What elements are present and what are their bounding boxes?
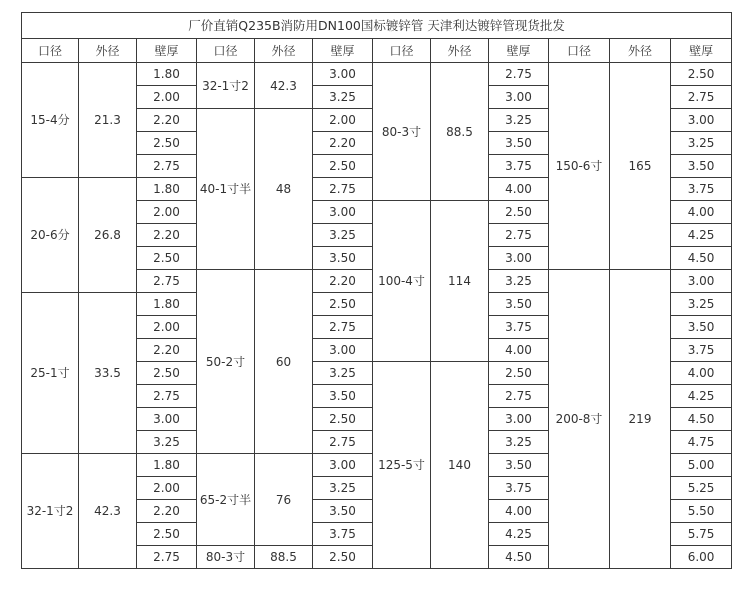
wall-thickness-cell: 2.50	[137, 132, 197, 155]
outer-diameter-cell: 33.5	[79, 293, 137, 454]
outer-diameter-cell: 42.3	[79, 454, 137, 569]
wall-thickness-cell: 2.50	[313, 155, 373, 178]
outer-diameter-cell: 60	[255, 270, 313, 454]
wall-thickness-cell: 5.75	[671, 523, 732, 546]
wall-thickness-cell: 5.00	[671, 454, 732, 477]
wall-thickness-cell: 3.00	[489, 86, 549, 109]
caliber-cell: 15-4分	[22, 63, 79, 178]
caliber-cell: 40-1寸半	[197, 109, 255, 270]
wall-thickness-cell: 2.75	[313, 316, 373, 339]
outer-diameter-cell: 140	[431, 362, 489, 569]
outer-diameter-cell: 26.8	[79, 178, 137, 293]
caliber-cell: 32-1寸2	[197, 63, 255, 109]
wall-thickness-cell: 4.00	[489, 500, 549, 523]
wall-thickness-cell: 2.00	[137, 86, 197, 109]
wall-thickness-cell: 3.25	[489, 431, 549, 454]
header-caliber-4: 口径	[549, 39, 610, 63]
wall-thickness-cell: 4.00	[671, 201, 732, 224]
wall-thickness-cell: 3.25	[489, 270, 549, 293]
caliber-cell: 150-6寸	[549, 63, 610, 270]
wall-thickness-cell: 2.00	[137, 201, 197, 224]
title-row	[22, 13, 732, 39]
wall-thickness-cell: 3.50	[489, 454, 549, 477]
wall-thickness-cell: 2.50	[313, 408, 373, 431]
wall-thickness-cell: 2.20	[137, 339, 197, 362]
wall-thickness-cell: 3.75	[671, 339, 732, 362]
wall-thickness-cell: 2.00	[313, 109, 373, 132]
wall-thickness-cell: 4.75	[671, 431, 732, 454]
wall-thickness-cell: 2.75	[137, 270, 197, 293]
header-wall-1: 壁厚	[137, 39, 197, 63]
outer-diameter-cell: 165	[610, 63, 671, 270]
caliber-cell: 65-2寸半	[197, 454, 255, 546]
wall-thickness-cell: 3.75	[489, 155, 549, 178]
wall-thickness-cell: 3.25	[671, 293, 732, 316]
wall-thickness-cell: 2.75	[489, 63, 549, 86]
wall-thickness-cell: 3.00	[313, 201, 373, 224]
wall-thickness-cell: 3.50	[313, 385, 373, 408]
outer-diameter-cell: 88.5	[255, 546, 313, 569]
wall-thickness-cell: 3.00	[137, 408, 197, 431]
wall-thickness-cell: 2.50	[313, 546, 373, 569]
caliber-cell: 100-4寸	[373, 201, 431, 362]
header-wall-4: 壁厚	[671, 39, 732, 63]
caliber-cell: 200-8寸	[549, 270, 610, 569]
outer-diameter-cell: 48	[255, 109, 313, 270]
wall-thickness-cell: 3.25	[313, 362, 373, 385]
wall-thickness-cell: 3.25	[313, 86, 373, 109]
wall-thickness-cell: 2.50	[489, 362, 549, 385]
wall-thickness-cell: 2.00	[137, 316, 197, 339]
wall-thickness-cell: 2.20	[137, 224, 197, 247]
wall-thickness-cell: 3.75	[489, 477, 549, 500]
wall-thickness-cell: 3.00	[313, 454, 373, 477]
wall-thickness-cell: 4.00	[671, 362, 732, 385]
header-caliber-2: 口径	[197, 39, 255, 63]
wall-thickness-cell: 2.20	[313, 270, 373, 293]
outer-diameter-cell: 42.3	[255, 63, 313, 109]
wall-thickness-cell: 2.00	[137, 477, 197, 500]
header-wall-3: 壁厚	[489, 39, 549, 63]
caliber-cell: 25-1寸	[22, 293, 79, 454]
header-wall-2: 壁厚	[313, 39, 373, 63]
wall-thickness-cell: 2.50	[137, 523, 197, 546]
outer-diameter-cell: 114	[431, 201, 489, 362]
header-od-2: 外径	[255, 39, 313, 63]
header-caliber-3: 口径	[373, 39, 431, 63]
wall-thickness-cell: 5.50	[671, 500, 732, 523]
wall-thickness-cell: 4.25	[671, 224, 732, 247]
outer-diameter-cell: 21.3	[79, 63, 137, 178]
wall-thickness-cell: 3.25	[313, 477, 373, 500]
header-od-3: 外径	[431, 39, 489, 63]
wall-thickness-cell: 4.00	[489, 339, 549, 362]
table-title: 厂价直销Q235B消防用DN100国标镀锌管 天津利达镀锌管现货批发	[22, 13, 732, 39]
wall-thickness-cell: 1.80	[137, 63, 197, 86]
caliber-cell: 80-3寸	[197, 546, 255, 569]
wall-thickness-cell: 3.50	[671, 155, 732, 178]
wall-thickness-cell: 2.75	[671, 86, 732, 109]
wall-thickness-cell: 3.25	[671, 132, 732, 155]
wall-thickness-cell: 3.75	[489, 316, 549, 339]
outer-diameter-cell: 76	[255, 454, 313, 546]
caliber-cell: 80-3寸	[373, 63, 431, 201]
wall-thickness-cell: 2.75	[137, 546, 197, 569]
wall-thickness-cell: 2.20	[137, 500, 197, 523]
table-row	[22, 63, 732, 86]
wall-thickness-cell: 3.25	[137, 431, 197, 454]
wall-thickness-cell: 2.50	[137, 362, 197, 385]
wall-thickness-cell: 3.50	[489, 132, 549, 155]
wall-thickness-cell: 2.20	[137, 109, 197, 132]
wall-thickness-cell: 3.50	[489, 293, 549, 316]
wall-thickness-cell: 3.00	[671, 109, 732, 132]
wall-thickness-cell: 3.75	[671, 178, 732, 201]
wall-thickness-cell: 4.50	[671, 247, 732, 270]
wall-thickness-cell: 4.25	[671, 385, 732, 408]
wall-thickness-cell: 5.25	[671, 477, 732, 500]
wall-thickness-cell: 2.50	[671, 63, 732, 86]
wall-thickness-cell: 3.00	[313, 63, 373, 86]
header-od-4: 外径	[610, 39, 671, 63]
header-row	[22, 39, 732, 63]
wall-thickness-cell: 3.50	[671, 316, 732, 339]
caliber-cell: 32-1寸2	[22, 454, 79, 569]
wall-thickness-cell: 2.75	[489, 224, 549, 247]
wall-thickness-cell: 3.75	[313, 523, 373, 546]
wall-thickness-cell: 2.75	[137, 155, 197, 178]
wall-thickness-cell: 2.75	[489, 385, 549, 408]
wall-thickness-cell: 2.50	[137, 247, 197, 270]
wall-thickness-cell: 2.75	[313, 431, 373, 454]
wall-thickness-cell: 3.25	[489, 109, 549, 132]
wall-thickness-cell: 6.00	[671, 546, 732, 569]
wall-thickness-cell: 4.50	[489, 546, 549, 569]
wall-thickness-cell: 4.25	[489, 523, 549, 546]
caliber-cell: 20-6分	[22, 178, 79, 293]
pipe-spec-table	[21, 12, 732, 569]
header-caliber-1: 口径	[22, 39, 79, 63]
wall-thickness-cell: 3.50	[313, 500, 373, 523]
wall-thickness-cell: 3.25	[313, 224, 373, 247]
wall-thickness-cell: 3.00	[489, 247, 549, 270]
wall-thickness-cell: 3.00	[671, 270, 732, 293]
outer-diameter-cell: 88.5	[431, 63, 489, 201]
wall-thickness-cell: 2.75	[313, 178, 373, 201]
outer-diameter-cell: 219	[610, 270, 671, 569]
wall-thickness-cell: 1.80	[137, 178, 197, 201]
caliber-cell: 125-5寸	[373, 362, 431, 569]
wall-thickness-cell: 2.50	[489, 201, 549, 224]
wall-thickness-cell: 3.00	[313, 339, 373, 362]
wall-thickness-cell: 4.00	[489, 178, 549, 201]
wall-thickness-cell: 3.50	[313, 247, 373, 270]
table-body	[22, 13, 732, 569]
wall-thickness-cell: 1.80	[137, 293, 197, 316]
wall-thickness-cell: 2.20	[313, 132, 373, 155]
header-od-1: 外径	[79, 39, 137, 63]
wall-thickness-cell: 2.50	[313, 293, 373, 316]
caliber-cell: 50-2寸	[197, 270, 255, 454]
wall-thickness-cell: 2.75	[137, 385, 197, 408]
wall-thickness-cell: 3.00	[489, 408, 549, 431]
wall-thickness-cell: 4.50	[671, 408, 732, 431]
wall-thickness-cell: 1.80	[137, 454, 197, 477]
